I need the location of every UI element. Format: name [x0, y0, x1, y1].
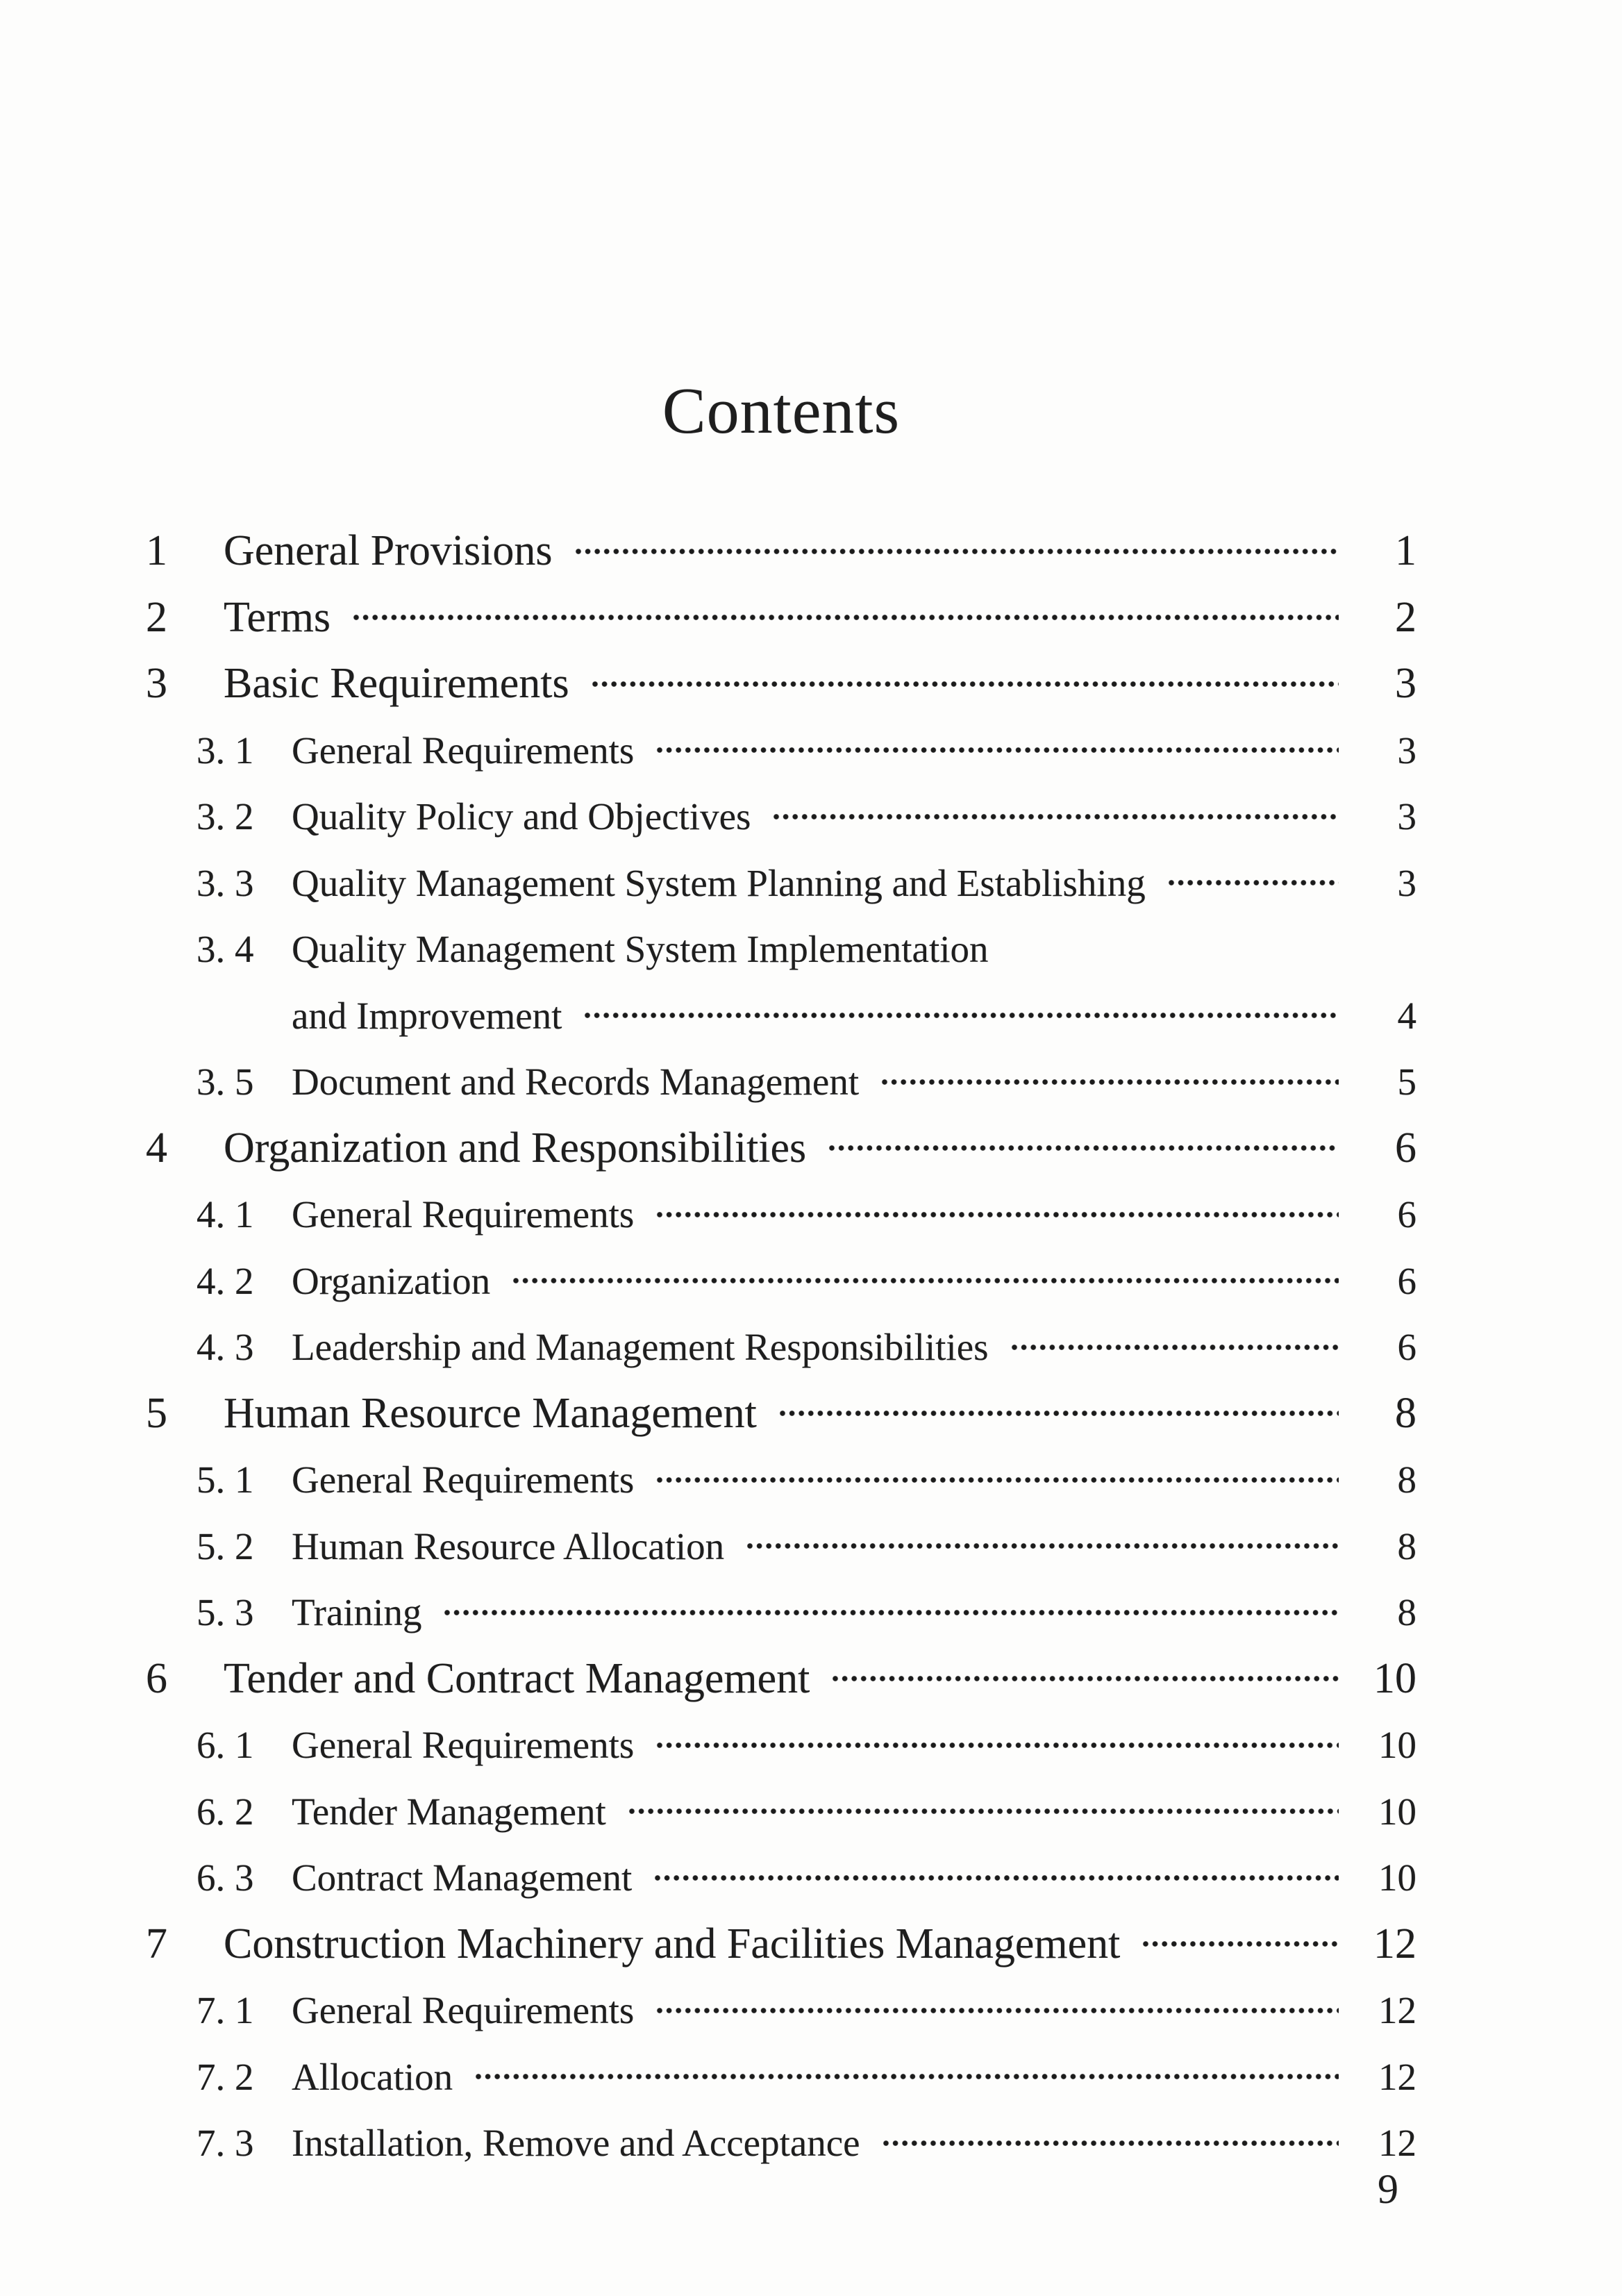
- dot-leader: [655, 1209, 1339, 1220]
- toc-entry-label: Quality Management System Implementation: [292, 928, 989, 971]
- toc-entry-number: 7. 2: [197, 2055, 254, 2098]
- toc-entry-label: Basic Requirements: [224, 660, 569, 708]
- toc-entry: [0, 518, 1622, 585]
- toc-entry-page: 2: [1395, 593, 1416, 641]
- toc-entry-label: Human Resource Management: [224, 1389, 757, 1437]
- toc-entry-label: Quality Policy and Objectives: [292, 795, 751, 838]
- toc-entry-label: Tender and Contract Management: [224, 1654, 810, 1702]
- toc-entry-number: 4. 3: [197, 1326, 254, 1369]
- toc-entry-label: Installation, Remove and Acceptance: [292, 2122, 860, 2165]
- toc-entry-label: Training: [292, 1591, 422, 1634]
- toc-entry-page: 10: [1378, 1856, 1416, 1899]
- dot-leader: [574, 546, 1339, 557]
- dot-leader: [351, 612, 1339, 623]
- toc-entry-label: Allocation: [292, 2055, 453, 2098]
- dot-leader: [655, 1740, 1339, 1751]
- toc-entry-page: 12: [1378, 1989, 1416, 2032]
- toc-entry-page: 12: [1378, 2055, 1416, 2098]
- toc-entry-page: 3: [1397, 795, 1416, 838]
- toc-entry: [0, 717, 1622, 784]
- toc-entry-label: Construction Machinery and Facilities Management: [224, 1920, 1121, 1968]
- toc-entry-page: 10: [1373, 1654, 1416, 1702]
- toc-entry-label: General Requirements: [292, 1724, 635, 1767]
- toc-entry: [0, 850, 1622, 917]
- toc-entry: [0, 983, 1622, 1049]
- toc-entry: [0, 1579, 1622, 1646]
- toc-entry-label: Human Resource Allocation: [292, 1524, 725, 1567]
- toc-entry: [0, 1115, 1622, 1182]
- dot-leader: [1010, 1342, 1339, 1353]
- folio-page-number: 9: [1378, 2166, 1398, 2212]
- dot-leader: [745, 1540, 1339, 1552]
- toc-entry-label: Contract Management: [292, 1856, 633, 1899]
- toc-entry-label: Quality Management System Planning and Establishing: [292, 861, 1146, 904]
- toc-entry: [0, 1977, 1622, 2044]
- toc-entry-number: 5. 2: [197, 1524, 254, 1567]
- dot-leader: [771, 811, 1339, 822]
- toc-entry-page: 3: [1395, 660, 1416, 708]
- toc-entry-page: 3: [1397, 729, 1416, 772]
- toc-entry-page: 6: [1397, 1193, 1416, 1236]
- toc-entry-page: 3: [1397, 861, 1416, 904]
- toc-entry-number: 6: [146, 1654, 167, 1702]
- toc-entry-number: 6. 3: [197, 1856, 254, 1899]
- dot-leader: [1141, 1938, 1339, 1949]
- toc-entry-label: and Improvement: [292, 994, 562, 1037]
- toc-entry-label: General Requirements: [292, 1193, 635, 1236]
- dot-leader: [880, 1076, 1339, 1088]
- toc-entry-page: 10: [1378, 1724, 1416, 1767]
- dot-leader: [655, 1474, 1339, 1486]
- toc-entry-number: 2: [146, 593, 167, 641]
- toc-entry-label: Document and Records Management: [292, 1060, 860, 1104]
- toc: [0, 518, 1622, 2177]
- toc-entry: [0, 1646, 1622, 1713]
- dot-leader: [827, 1142, 1339, 1154]
- dot-leader: [881, 2138, 1339, 2149]
- toc-entry: [0, 585, 1622, 651]
- toc-entry-label: Organization: [292, 1259, 491, 1302]
- toc-entry: [0, 651, 1622, 717]
- toc-entry-number: 4. 1: [197, 1193, 254, 1236]
- toc-entry-page: 10: [1378, 1790, 1416, 1833]
- toc-entry-number: 3. 5: [197, 1060, 254, 1104]
- toc-entry-page: 12: [1378, 2122, 1416, 2165]
- toc-entry: [0, 1911, 1622, 1978]
- toc-entry-page: 8: [1397, 1524, 1416, 1567]
- toc-entry: [0, 1513, 1622, 1580]
- dot-leader: [655, 2005, 1339, 2016]
- dot-leader: [830, 1673, 1339, 1684]
- toc-entry-page: 12: [1373, 1920, 1416, 1968]
- toc-entry-page: 1: [1395, 527, 1416, 575]
- toc-entry-page: 8: [1397, 1591, 1416, 1634]
- toc-entry-number: 5: [146, 1389, 167, 1437]
- toc-entry-page: 4: [1397, 994, 1416, 1037]
- dot-leader: [1010, 944, 1339, 955]
- dot-leader: [1167, 877, 1339, 888]
- toc-entry-number: 7. 1: [197, 1989, 254, 2032]
- toc-entry: [0, 1381, 1622, 1447]
- toc-entry: [0, 783, 1622, 850]
- toc-entry-number: 1: [146, 527, 167, 575]
- dot-leader: [590, 679, 1339, 690]
- toc-entry-number: 5. 1: [197, 1458, 254, 1501]
- toc-entry-label: General Requirements: [292, 729, 635, 772]
- toc-entry-page: 6: [1395, 1124, 1416, 1172]
- toc-entry: [0, 916, 1622, 983]
- toc-entry: [0, 1314, 1622, 1381]
- page-title: Contents: [662, 375, 901, 447]
- dot-leader: [778, 1408, 1339, 1419]
- dot-leader: [583, 1010, 1339, 1021]
- toc-entry-label: Organization and Responsibilities: [224, 1124, 807, 1172]
- toc-entry-number: 4. 2: [197, 1259, 254, 1302]
- toc-entry: [0, 1845, 1622, 1911]
- dot-leader: [442, 1607, 1339, 1618]
- toc-entry-number: 4: [146, 1124, 167, 1172]
- toc-entry-label: Terms: [224, 593, 331, 641]
- toc-entry-number: 6. 1: [197, 1724, 254, 1767]
- toc-entry-page: 8: [1395, 1389, 1416, 1437]
- toc-entry-label: General Provisions: [224, 527, 553, 575]
- toc-entry-label: General Requirements: [292, 1458, 635, 1501]
- toc-entry: [0, 1181, 1622, 1248]
- dot-leader: [655, 744, 1339, 756]
- toc-entry-number: 3. 3: [197, 861, 254, 904]
- toc-entry-page: 6: [1397, 1259, 1416, 1302]
- toc-entry: [0, 1712, 1622, 1779]
- toc-entry-label: Tender Management: [292, 1790, 606, 1833]
- toc-entry-number: 3. 2: [197, 795, 254, 838]
- toc-entry: [0, 1447, 1622, 1513]
- toc-entry: [0, 1248, 1622, 1315]
- toc-entry: [0, 1779, 1622, 1845]
- toc-entry-number: 3. 4: [197, 928, 254, 971]
- dot-leader: [653, 1872, 1339, 1883]
- toc-entry-label: General Requirements: [292, 1989, 635, 2032]
- toc-entry-number: 7. 3: [197, 2122, 254, 2165]
- toc-entry-number: 6. 2: [197, 1790, 254, 1833]
- toc-entry-label: Leadership and Management Responsibilities: [292, 1326, 989, 1369]
- toc-entry: [0, 2044, 1622, 2111]
- toc-entry: [0, 1049, 1622, 1115]
- toc-entry-page: 8: [1397, 1458, 1416, 1501]
- toc-entry-page: 6: [1397, 1326, 1416, 1369]
- toc-entry-number: 3: [146, 660, 167, 708]
- dot-leader: [627, 1806, 1339, 1817]
- dot-leader: [511, 1275, 1339, 1286]
- toc-entry-number: 5. 3: [197, 1591, 254, 1634]
- dot-leader: [474, 2071, 1339, 2082]
- toc-entry-page: 5: [1397, 1060, 1416, 1104]
- toc-entry-number: 7: [146, 1920, 167, 1968]
- toc-entry-number: 3. 1: [197, 729, 254, 772]
